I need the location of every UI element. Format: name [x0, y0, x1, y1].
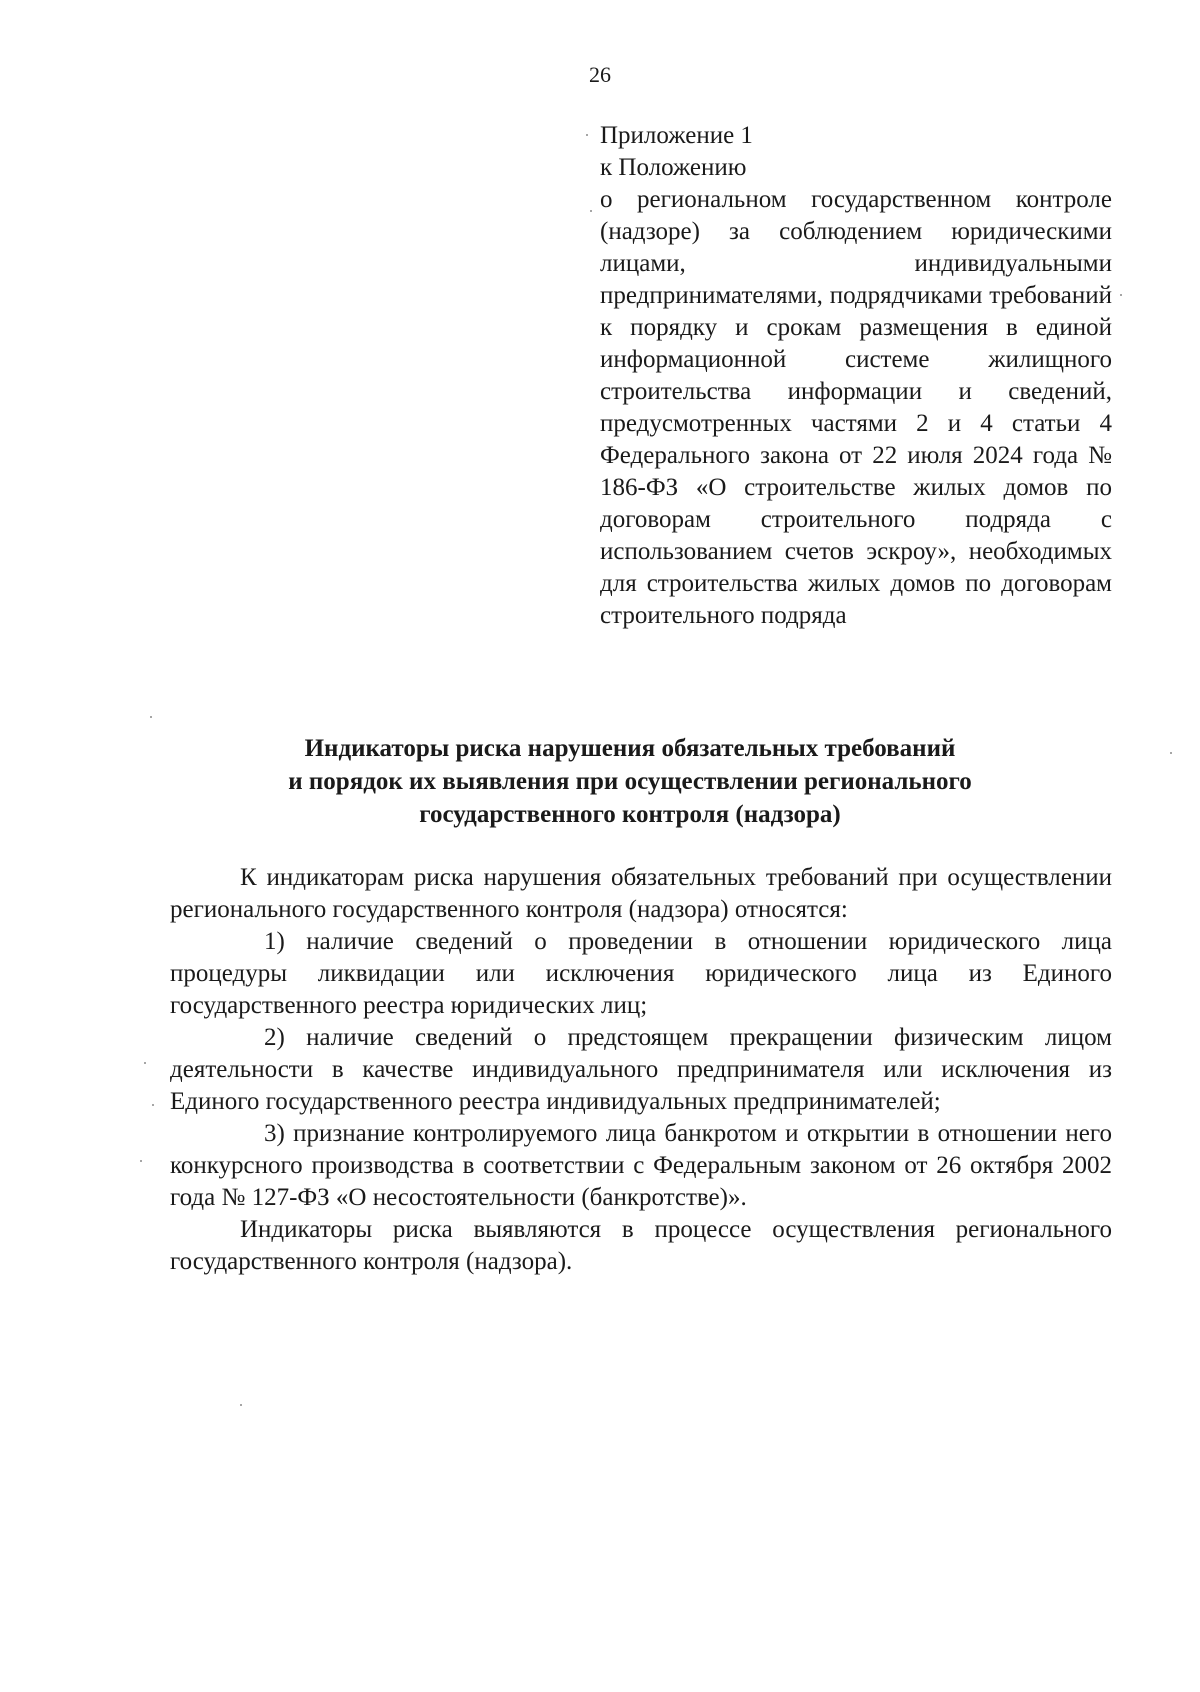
intro-paragraph: К индикаторам риска нарушения обязательных требований при осуществлении регионального государственного контроля (надзора) относятся: [170, 864, 1112, 923]
scan-speck [240, 1404, 242, 1406]
list-item-1: 1) наличие сведений о проведении в отношении юридического лица процедуры ликвидации или исключения юридического лица из Единого государственного реестра юридических лиц; [170, 928, 1112, 1019]
document-body [170, 862, 1112, 1278]
list-item-3: 3) признание контролируемого лица банкротом и открытии в отношении него конкурсного производства в соответствии с Федеральным законом от 26 октября 2002 года № 127-ФЗ «О несостоятельности (банкротстве)». [170, 1120, 1112, 1211]
list-item-2: 2) наличие сведений о предстоящем прекращении физическим лицом деятельности в качестве индивидуального предпринимателя или исключения из Единого государственного реестра индивидуальных предпринимателей; [170, 1024, 1112, 1115]
title-line-3: государственного контроля (надзора) [419, 801, 841, 828]
appendix-description: о региональном государственном контроле (надзоре) за соблюдением юридическими лицами, индивидуальными предпринимателями, подрядчиками требований к порядку и срокам размещения в единой информационной системе жилищного строительства информации и сведений, предусмотренных частями 2 и 4 статьи 4 Федерального закона от 22 июля 2024 года № 186-ФЗ «О строительстве жилых домов по договорам строительного подряда с использованием счетов эскроу», необходимых для строительства жилых домов по договорам строительного подряда [600, 186, 1112, 629]
appendix-title: Приложение 1 [600, 122, 753, 149]
scan-speck [590, 210, 592, 212]
title-line-2: и порядок их выявления при осуществлении регионального [288, 768, 972, 795]
scan-speck [1170, 752, 1172, 754]
appendix-block [600, 120, 1112, 632]
scan-speck [586, 134, 588, 136]
appendix-reference: к Положению [600, 154, 747, 181]
scan-speck [140, 1160, 142, 1162]
page-number: 26 [589, 62, 611, 87]
closing-paragraph: Индикаторы риска выявляются в процессе осуществления регионального государственного контроля (надзора). [170, 1216, 1112, 1275]
title-line-1: Индикаторы риска нарушения обязательных требований [304, 735, 956, 762]
scan-speck [144, 1062, 146, 1064]
scan-speck [150, 716, 152, 718]
scan-speck [152, 1104, 154, 1106]
document-title [200, 732, 1060, 831]
scan-speck [1120, 294, 1122, 296]
